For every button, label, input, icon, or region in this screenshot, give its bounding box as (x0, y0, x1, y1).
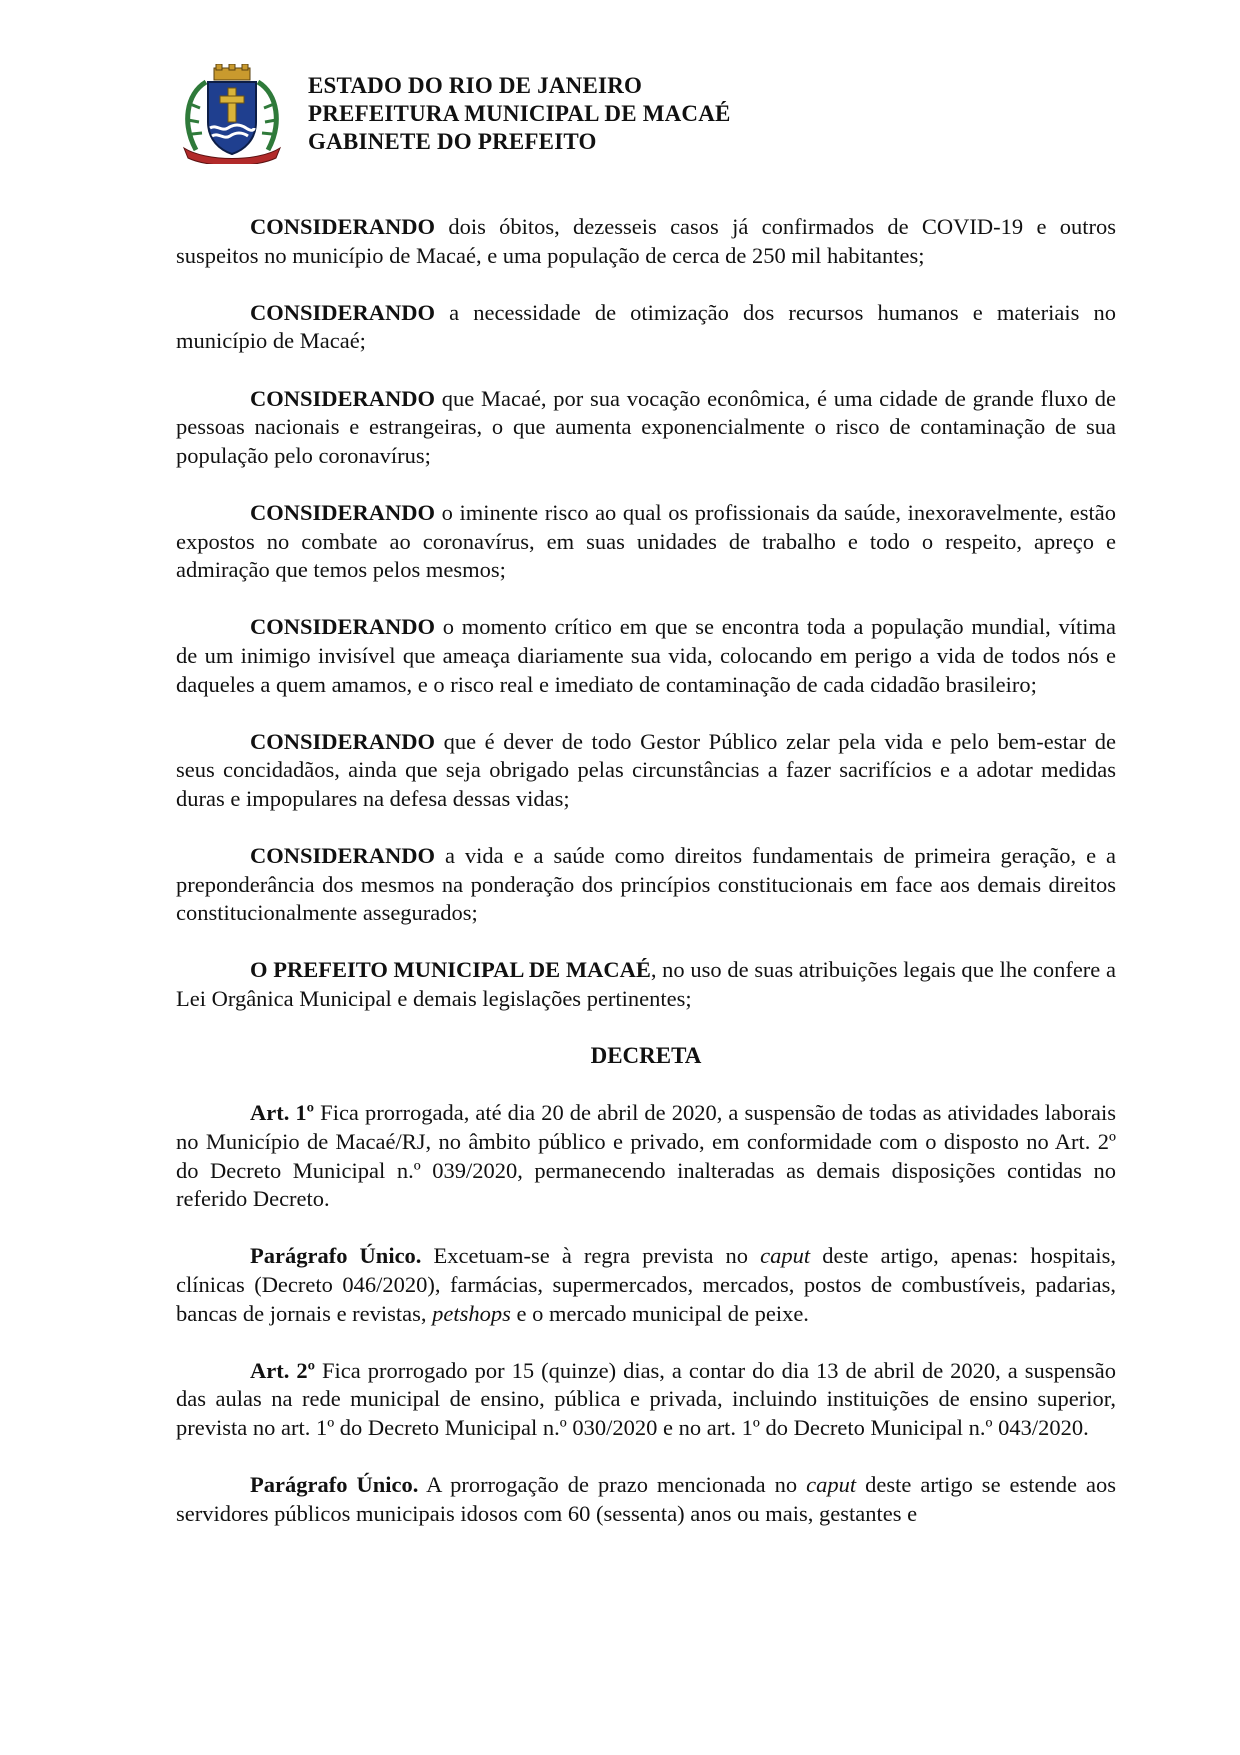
mayor-paragraph: O PREFEITO MUNICIPAL DE MACAÉ, no uso de suas atribuições legais que lhe confere a Lei Orgânica Municipal e demais legislações pertinentes; (176, 957, 1116, 1012)
considerando-paragraph: CONSIDERANDO o momento crítico em que se encontra toda a população mundial, vítima de um inimigo invisível que ameaça diariamente sua vida, colocando em perigo a vida de todos nós e daqueles a quem amamos, e o risco real e imediato de contaminação de cada cidadão brasileiro; (176, 614, 1116, 697)
header-state: ESTADO DO RIO DE JANEIRO (308, 73, 643, 98)
article-1: Art. 1º Fica prorrogada, até dia 20 de abril de 2020, a suspensão de todas as atividades laborais no Município de Macaé/RJ, no âmbito público e privado, em conformidade com o disposto no Art. 2º do Decreto Municipal n.º 039/2020, permanecendo inalteradas as demais disposições contidas no referido Decreto. (176, 1100, 1116, 1212)
considerando-paragraph: CONSIDERANDO dois óbitos, dezesseis casos já confirmados de COVID-19 e outros suspeitos no município de Macaé, e uma população de cerca de 250 mil habitantes; (176, 214, 1116, 268)
article-2-sole-paragraph: Parágrafo Único. A prorrogação de prazo mencionada no caput deste artigo se estende aos servidores públicos municipais idosos com 60 (sessenta) anos ou mais, gestantes e (176, 1472, 1116, 1526)
header-prefecture: PREFEITURA MUNICIPAL DE MACAÉ (308, 101, 731, 126)
header-office: GABINETE DO PREFEITO (308, 129, 597, 154)
considerando-paragraph: CONSIDERANDO que Macaé, por sua vocação econômica, é uma cidade de grande fluxo de pessoas nacionais e estrangeiras, o que aumenta exponencialmente o risco de contaminação de sua população pelo coronavírus; (176, 385, 1116, 468)
article-1-sole-paragraph: Parágrafo Único. Excetuam-se à regra prevista no caput deste artigo, apenas: hospitais, clínicas (Decreto 046/2020), farmácias, supermercados, mercados, postos de combustíveis, padarias, bancas de jornais e revistas, petshops e o mercado municipal de peixe. (176, 1243, 1116, 1326)
decreta-heading: DECRETA (590, 1043, 702, 1069)
considerando-paragraph: CONSIDERANDO a necessidade de otimização dos recursos humanos e materiais no município de Macaé; (176, 299, 1116, 354)
municipal-coat-of-arms-icon (176, 64, 288, 164)
considerando-paragraph: CONSIDERANDO a vida e a saúde como direitos fundamentais de primeira geração, e a preponderância dos mesmos na ponderação dos princípios constitucionais em face aos demais direitos constitucionalmente assegurados; (176, 843, 1116, 926)
considerando-paragraph: CONSIDERANDO o iminente risco ao qual os profissionais da saúde, inexoravelmente, estão expostos no combate ao coronavírus, em suas unidades de trabalho e todo o respeito, apreço e admiração que temos pelos mesmos; (176, 499, 1116, 583)
letterhead (176, 62, 1076, 172)
decree-body (176, 213, 1116, 1557)
article-2: Art. 2º Fica prorrogado por 15 (quinze) dias, a contar do dia 13 de abril de 2020, a suspensão das aulas na rede municipal de ensino, pública e privada, incluindo instituições de ensino superior, prevista no art. 1º do Decreto Municipal n.º 030/2020 e no art. 1º do Decreto Municipal n.º 043/2020. (176, 1357, 1116, 1440)
considerando-paragraph: CONSIDERANDO que é dever de todo Gestor Público zelar pela vida e pelo bem-estar de seus concidadãos, ainda que seja obrigado pelas circunstâncias a fazer sacrifícios e a adotar medidas duras e impopulares na defesa dessas vidas; (176, 728, 1116, 811)
